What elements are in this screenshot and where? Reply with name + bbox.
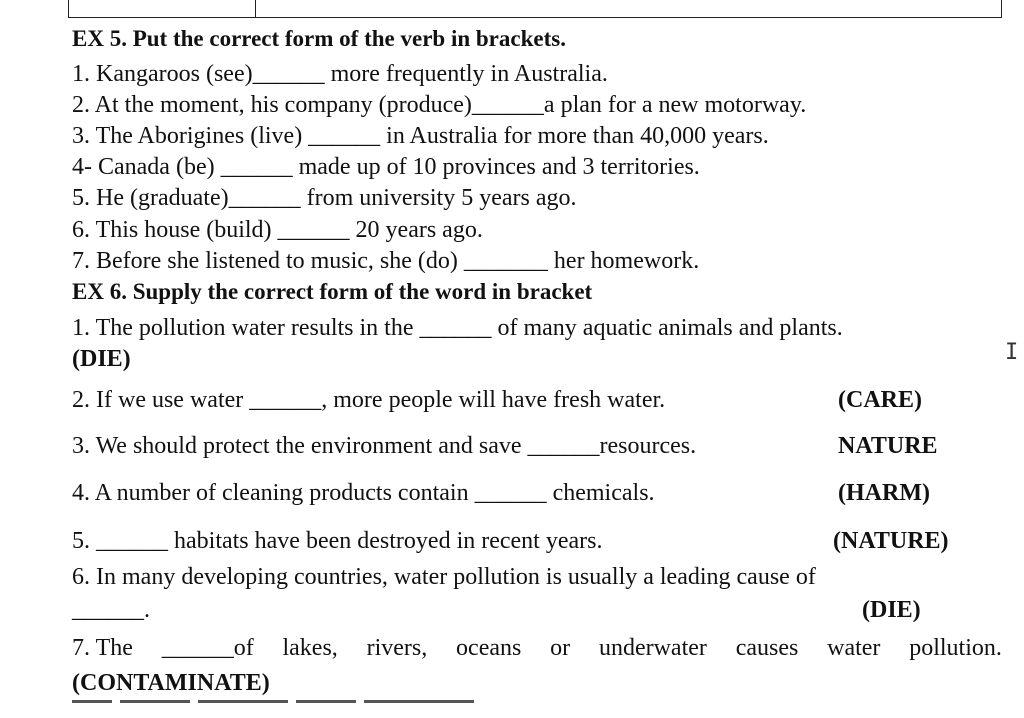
ex5-item-7: 7. Before she listened to music, she (do) _______ her homework. [72,248,700,274]
top-table-fragment [68,0,1002,18]
ex6-item-7-word: (CONTAMINATE) [72,670,270,696]
ex6-item-5: 5. ______ habitats have been destroyed in recent years. [72,528,603,554]
ex6-item-6: 6. In many developing countries, water pollution is usually a leading cause of [72,564,816,590]
ex5-item-6: 6. This house (build) ______ 20 years ago. [72,217,483,243]
text-cursor-icon: I [1005,340,1019,365]
ex6-item-7-w1: 7. The [72,635,133,661]
ex6-item-6-blank: ______. [72,597,150,623]
ex6-item-5-word: (NATURE) [833,528,949,554]
ex6-item-7-w10: pollution. [909,635,1002,661]
ex5-item-4: 4- Canada (be) ______ made up of 10 provinces and 3 territories. [72,154,700,180]
ex6-item-7 [72,634,1002,662]
ex6-item-1: 1. The pollution water results in the ______ of many aquatic animals and plants. [72,315,843,341]
ex6-item-7-w6: or [550,635,571,661]
ex6-item-2: 2. If we use water ______, more people will have fresh water. [72,387,666,413]
ex5-item-3: 3. The Aborigines (live) ______ in Australia for more than 40,000 years. [72,123,769,149]
ex6-item-7-w7: underwater [598,635,707,661]
ex6-item-3-word: NATURE [838,433,938,459]
ex6-item-6-word: (DIE) [862,597,921,623]
ex6-item-3: 3. We should protect the environment and save ______resources. [72,433,697,459]
ex6-item-4: 4. A number of cleaning products contain ______ chemicals. [72,480,655,506]
table-cell-divider [255,0,256,17]
cut-off-next-line [72,700,672,704]
ex6-item-7-w2: ______of [161,635,254,661]
ex5-item-5: 5. He (graduate)______ from university 5 years ago. [72,185,577,211]
ex5-item-2: 2. At the moment, his company (produce)______a plan for a new motorway. [72,92,807,118]
ex6-item-7-w3: lakes, [282,635,338,661]
ex6-item-7-w8: causes [735,635,799,661]
ex6-item-1-word: (DIE) [72,346,131,372]
ex6-item-2-word: (CARE) [838,387,922,413]
ex6-item-7-w5: oceans [456,635,522,661]
ex6-heading: EX 6. Supply the correct form of the word in bracket [72,279,593,304]
ex5-heading: EX 5. Put the correct form of the verb in brackets. [72,26,566,51]
ex6-item-4-word: (HARM) [838,480,930,506]
ex5-item-1: 1. Kangaroos (see)______ more frequently in Australia. [72,61,608,87]
ex6-item-7-w9: water [827,635,881,661]
ex6-item-7-w4: rivers, [366,635,428,661]
